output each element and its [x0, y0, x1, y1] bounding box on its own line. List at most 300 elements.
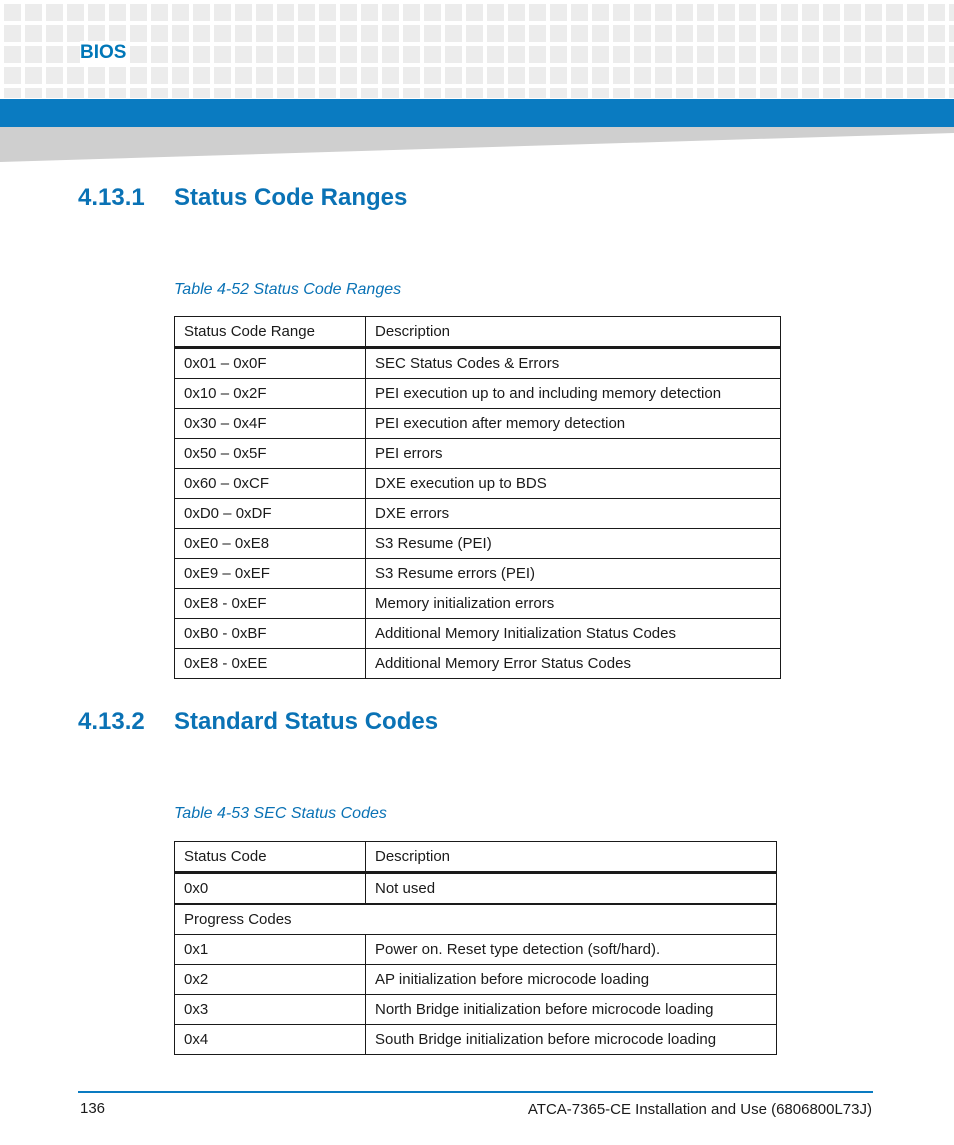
grid-cell	[151, 4, 168, 21]
grid-cell	[613, 25, 630, 42]
grid-cell	[718, 4, 735, 21]
grid-cell	[739, 67, 756, 84]
grid-cell	[655, 67, 672, 84]
grid-cell	[4, 67, 21, 84]
table-row	[175, 965, 777, 995]
grid-cell	[571, 4, 588, 21]
grid-cell	[655, 25, 672, 42]
grid-cell	[340, 67, 357, 84]
grid-cell	[424, 67, 441, 84]
grid-cell	[382, 46, 399, 63]
grid-cell	[235, 46, 252, 63]
table-row	[175, 1025, 777, 1055]
grid-cell	[613, 46, 630, 63]
grid-cell	[949, 4, 954, 21]
grid-cell	[214, 4, 231, 21]
grid-cell	[634, 88, 651, 98]
grid-cell	[928, 88, 945, 98]
description-cell: AP initialization before microcode loading	[366, 965, 777, 995]
column-header: Status Code	[175, 842, 366, 873]
grid-cell	[634, 25, 651, 42]
range-cell: 0xD0 – 0xDF	[175, 499, 366, 529]
description-cell: Not used	[366, 873, 777, 905]
grid-cell	[424, 46, 441, 63]
sec-status-codes-table	[174, 841, 777, 1055]
grid-cell	[88, 4, 105, 21]
table-row	[175, 589, 781, 619]
grid-cell	[781, 4, 798, 21]
range-cell: 0x01 – 0x0F	[175, 348, 366, 379]
grid-cell	[676, 67, 693, 84]
grid-cell	[109, 67, 126, 84]
grid-cell	[592, 67, 609, 84]
grid-cell	[697, 88, 714, 98]
grid-cell	[718, 25, 735, 42]
grid-cell	[676, 46, 693, 63]
grid-cell	[193, 67, 210, 84]
grid-cell	[949, 46, 954, 63]
grid-cell	[172, 46, 189, 63]
grid-cell	[403, 46, 420, 63]
grid-cell	[277, 67, 294, 84]
grid-cell	[277, 4, 294, 21]
grid-cell	[4, 88, 21, 98]
grid-cell	[340, 4, 357, 21]
page-number: 136	[80, 1100, 106, 1117]
grid-cell	[928, 25, 945, 42]
table-row	[175, 873, 777, 905]
grid-cell	[67, 88, 84, 98]
grid-cell	[487, 46, 504, 63]
grid-cell	[130, 46, 147, 63]
table-row	[175, 995, 777, 1025]
status-code-ranges-table	[174, 316, 781, 679]
grid-cell	[109, 25, 126, 42]
grid-cell	[445, 46, 462, 63]
section-heading-status-code-ranges	[78, 183, 407, 213]
grid-cell	[865, 67, 882, 84]
grid-cell	[214, 67, 231, 84]
grid-cell	[151, 46, 168, 63]
code-cell: 0x0	[175, 873, 366, 905]
grid-cell	[88, 67, 105, 84]
description-cell: SEC Status Codes & Errors	[366, 348, 781, 379]
table-row	[175, 379, 781, 409]
grid-cell	[592, 25, 609, 42]
grid-cell	[949, 67, 954, 84]
grid-cell	[298, 67, 315, 84]
grid-cell	[802, 46, 819, 63]
grid-cell	[319, 67, 336, 84]
grid-cell	[319, 46, 336, 63]
grid-cell	[550, 67, 567, 84]
grid-cell	[802, 25, 819, 42]
grid-cell	[130, 67, 147, 84]
header-grid-pattern	[0, 0, 954, 98]
grid-cell	[886, 4, 903, 21]
grid-cell	[865, 88, 882, 98]
range-cell: 0x10 – 0x2F	[175, 379, 366, 409]
grid-cell	[760, 4, 777, 21]
grid-cell	[571, 46, 588, 63]
table-row	[175, 935, 777, 965]
grid-cell	[25, 25, 42, 42]
grid-cell	[214, 46, 231, 63]
grid-cell	[844, 4, 861, 21]
table-row	[175, 529, 781, 559]
grid-cell	[319, 88, 336, 98]
description-cell: S3 Resume errors (PEI)	[366, 559, 781, 589]
grid-cell	[928, 46, 945, 63]
grid-cell	[109, 4, 126, 21]
grid-cell	[151, 88, 168, 98]
description-cell: PEI errors	[366, 439, 781, 469]
grid-cell	[886, 67, 903, 84]
grid-cell	[109, 88, 126, 98]
grid-cell	[907, 25, 924, 42]
grid-cell	[844, 46, 861, 63]
table-row	[175, 619, 781, 649]
grid-cell	[235, 67, 252, 84]
grid-cell	[361, 88, 378, 98]
grid-cell	[256, 25, 273, 42]
grid-cell	[508, 4, 525, 21]
grid-cell	[613, 88, 630, 98]
grid-cell	[67, 4, 84, 21]
grid-cell	[907, 4, 924, 21]
grid-cell	[46, 88, 63, 98]
grid-cell	[67, 67, 84, 84]
grid-cell	[340, 46, 357, 63]
grid-cell	[340, 25, 357, 42]
grid-cell	[697, 25, 714, 42]
grid-cell	[382, 88, 399, 98]
range-cell: 0xE8 - 0xEE	[175, 649, 366, 679]
grid-cell	[403, 25, 420, 42]
grid-cell	[4, 4, 21, 21]
grid-cell	[298, 25, 315, 42]
grid-cell	[445, 88, 462, 98]
grid-cell	[424, 88, 441, 98]
code-cell: 0x2	[175, 965, 366, 995]
grid-cell	[382, 4, 399, 21]
grid-cell	[550, 4, 567, 21]
grid-cell	[676, 88, 693, 98]
grid-cell	[613, 4, 630, 21]
code-cell: 0x3	[175, 995, 366, 1025]
grid-cell	[214, 88, 231, 98]
description-cell: DXE errors	[366, 499, 781, 529]
table-row	[175, 649, 781, 679]
table-group-row	[175, 904, 777, 935]
column-header: Status Code Range	[175, 317, 366, 348]
grid-cell	[382, 67, 399, 84]
header-swoosh	[0, 127, 954, 167]
grid-cell	[949, 25, 954, 42]
grid-cell	[487, 67, 504, 84]
grid-cell	[130, 25, 147, 42]
grid-cell	[949, 88, 954, 98]
grid-cell	[655, 4, 672, 21]
table-row	[175, 409, 781, 439]
grid-cell	[172, 88, 189, 98]
grid-cell	[466, 67, 483, 84]
grid-cell	[655, 88, 672, 98]
grid-cell	[718, 67, 735, 84]
footer-rule	[78, 1091, 873, 1093]
grid-cell	[571, 88, 588, 98]
grid-cell	[46, 67, 63, 84]
code-cell: 0x1	[175, 935, 366, 965]
grid-cell	[781, 88, 798, 98]
grid-cell	[361, 25, 378, 42]
grid-cell	[193, 25, 210, 42]
chapter-label: BIOS	[80, 41, 130, 65]
grid-cell	[340, 88, 357, 98]
description-cell: South Bridge initialization before microcode loading	[366, 1025, 777, 1055]
grid-cell	[697, 67, 714, 84]
grid-cell	[907, 67, 924, 84]
grid-cell	[487, 88, 504, 98]
grid-cell	[760, 67, 777, 84]
grid-cell	[634, 4, 651, 21]
column-header: Description	[366, 317, 781, 348]
grid-cell	[25, 88, 42, 98]
grid-cell	[823, 25, 840, 42]
grid-cell	[151, 25, 168, 42]
grid-cell	[508, 25, 525, 42]
grid-cell	[403, 4, 420, 21]
grid-cell	[298, 4, 315, 21]
grid-cell	[4, 25, 21, 42]
grid-cell	[403, 67, 420, 84]
grid-cell	[508, 67, 525, 84]
grid-cell	[886, 25, 903, 42]
section-heading-standard-status-codes	[78, 707, 438, 737]
grid-cell	[235, 88, 252, 98]
grid-cell	[256, 88, 273, 98]
description-cell: PEI execution up to and including memory detection	[366, 379, 781, 409]
grid-cell	[256, 46, 273, 63]
grid-cell	[550, 25, 567, 42]
grid-cell	[487, 4, 504, 21]
grid-cell	[655, 46, 672, 63]
grid-cell	[172, 4, 189, 21]
range-cell: 0xE8 - 0xEF	[175, 589, 366, 619]
grid-cell	[676, 4, 693, 21]
grid-cell	[739, 46, 756, 63]
grid-cell	[865, 25, 882, 42]
grid-cell	[802, 67, 819, 84]
range-cell: 0x30 – 0x4F	[175, 409, 366, 439]
grid-cell	[907, 46, 924, 63]
grid-cell	[256, 4, 273, 21]
grid-cell	[172, 67, 189, 84]
grid-cell	[886, 88, 903, 98]
grid-cell	[4, 46, 21, 63]
grid-cell	[424, 4, 441, 21]
grid-cell	[277, 46, 294, 63]
grid-cell	[466, 88, 483, 98]
grid-cell	[445, 4, 462, 21]
grid-cell	[319, 25, 336, 42]
grid-cell	[802, 88, 819, 98]
grid-cell	[844, 25, 861, 42]
grid-cell	[25, 46, 42, 63]
grid-cell	[508, 46, 525, 63]
range-cell: 0xB0 - 0xBF	[175, 619, 366, 649]
grid-cell	[466, 4, 483, 21]
table-row	[175, 348, 781, 379]
grid-cell	[25, 67, 42, 84]
grid-cell	[298, 46, 315, 63]
table-row	[175, 469, 781, 499]
grid-cell	[466, 25, 483, 42]
group-label-cell: Progress Codes	[175, 904, 777, 935]
grid-cell	[823, 4, 840, 21]
description-cell: Additional Memory Error Status Codes	[366, 649, 781, 679]
grid-cell	[256, 67, 273, 84]
grid-cell	[760, 46, 777, 63]
grid-cell	[529, 25, 546, 42]
grid-cell	[781, 67, 798, 84]
grid-cell	[403, 88, 420, 98]
grid-cell	[487, 25, 504, 42]
grid-cell	[760, 25, 777, 42]
grid-cell	[739, 4, 756, 21]
grid-cell	[67, 25, 84, 42]
grid-cell	[529, 4, 546, 21]
description-cell: S3 Resume (PEI)	[366, 529, 781, 559]
grid-cell	[193, 46, 210, 63]
grid-cell	[592, 46, 609, 63]
section-title: Standard Status Codes	[174, 708, 439, 735]
grid-cell	[508, 88, 525, 98]
grid-cell	[25, 4, 42, 21]
grid-cell	[571, 25, 588, 42]
grid-cell	[844, 67, 861, 84]
grid-cell	[193, 4, 210, 21]
description-cell: Memory initialization errors	[366, 589, 781, 619]
grid-cell	[172, 25, 189, 42]
table-row	[175, 559, 781, 589]
grid-cell	[928, 4, 945, 21]
description-cell: Additional Memory Initialization Status Codes	[366, 619, 781, 649]
grid-cell	[802, 4, 819, 21]
grid-cell	[865, 4, 882, 21]
grid-cell	[823, 67, 840, 84]
grid-cell	[88, 88, 105, 98]
grid-cell	[46, 25, 63, 42]
description-cell: Power on. Reset type detection (soft/hard).	[366, 935, 777, 965]
description-cell: PEI execution after memory detection	[366, 409, 781, 439]
column-header: Description	[366, 842, 777, 873]
grid-cell	[697, 46, 714, 63]
grid-cell	[445, 67, 462, 84]
grid-cell	[550, 46, 567, 63]
grid-cell	[907, 88, 924, 98]
grid-cell	[424, 25, 441, 42]
grid-cell	[739, 88, 756, 98]
code-cell: 0x4	[175, 1025, 366, 1055]
grid-cell	[634, 67, 651, 84]
grid-cell	[319, 4, 336, 21]
grid-cell	[823, 88, 840, 98]
table-header-row	[175, 842, 777, 873]
grid-cell	[88, 25, 105, 42]
grid-cell	[550, 88, 567, 98]
grid-cell	[571, 67, 588, 84]
grid-cell	[529, 67, 546, 84]
header-blue-bar	[0, 99, 954, 127]
table-header-row	[175, 317, 781, 348]
grid-cell	[886, 46, 903, 63]
grid-cell	[361, 4, 378, 21]
section-title: Status Code Ranges	[174, 184, 408, 211]
range-cell: 0xE0 – 0xE8	[175, 529, 366, 559]
grid-cell	[382, 25, 399, 42]
grid-cell	[760, 88, 777, 98]
grid-cell	[844, 88, 861, 98]
grid-cell	[235, 4, 252, 21]
table-caption-sec-status-codes: Table 4-53 SEC Status Codes	[174, 805, 387, 822]
grid-cell	[151, 67, 168, 84]
range-cell: 0xE9 – 0xEF	[175, 559, 366, 589]
grid-cell	[592, 4, 609, 21]
grid-cell	[466, 46, 483, 63]
grid-cell	[214, 25, 231, 42]
section-number: 4.13.1	[78, 184, 145, 211]
grid-cell	[445, 25, 462, 42]
range-cell: 0x50 – 0x5F	[175, 439, 366, 469]
grid-cell	[676, 25, 693, 42]
grid-cell	[781, 46, 798, 63]
document-title: ATCA-7365-CE Installation and Use (6806800L73J)	[527, 1101, 872, 1118]
range-cell: 0x60 – 0xCF	[175, 469, 366, 499]
description-cell: North Bridge initialization before microcode loading	[366, 995, 777, 1025]
grid-cell	[823, 46, 840, 63]
grid-cell	[529, 46, 546, 63]
grid-cell	[193, 88, 210, 98]
grid-cell	[46, 46, 63, 63]
grid-cell	[277, 88, 294, 98]
grid-cell	[298, 88, 315, 98]
table-row	[175, 499, 781, 529]
grid-cell	[130, 88, 147, 98]
section-number: 4.13.2	[78, 708, 145, 735]
grid-cell	[592, 88, 609, 98]
grid-cell	[781, 25, 798, 42]
grid-cell	[46, 4, 63, 21]
grid-cell	[697, 4, 714, 21]
grid-cell	[361, 67, 378, 84]
grid-cell	[235, 25, 252, 42]
grid-cell	[718, 88, 735, 98]
grid-cell	[739, 25, 756, 42]
grid-cell	[613, 67, 630, 84]
grid-cell	[361, 46, 378, 63]
grid-cell	[529, 88, 546, 98]
grid-cell	[277, 25, 294, 42]
grid-cell	[928, 67, 945, 84]
grid-cell	[718, 46, 735, 63]
grid-cell	[634, 46, 651, 63]
table-caption-status-code-ranges: Table 4-52 Status Code Ranges	[174, 281, 402, 298]
table-row	[175, 439, 781, 469]
description-cell: DXE execution up to BDS	[366, 469, 781, 499]
grid-cell	[130, 4, 147, 21]
grid-cell	[865, 46, 882, 63]
